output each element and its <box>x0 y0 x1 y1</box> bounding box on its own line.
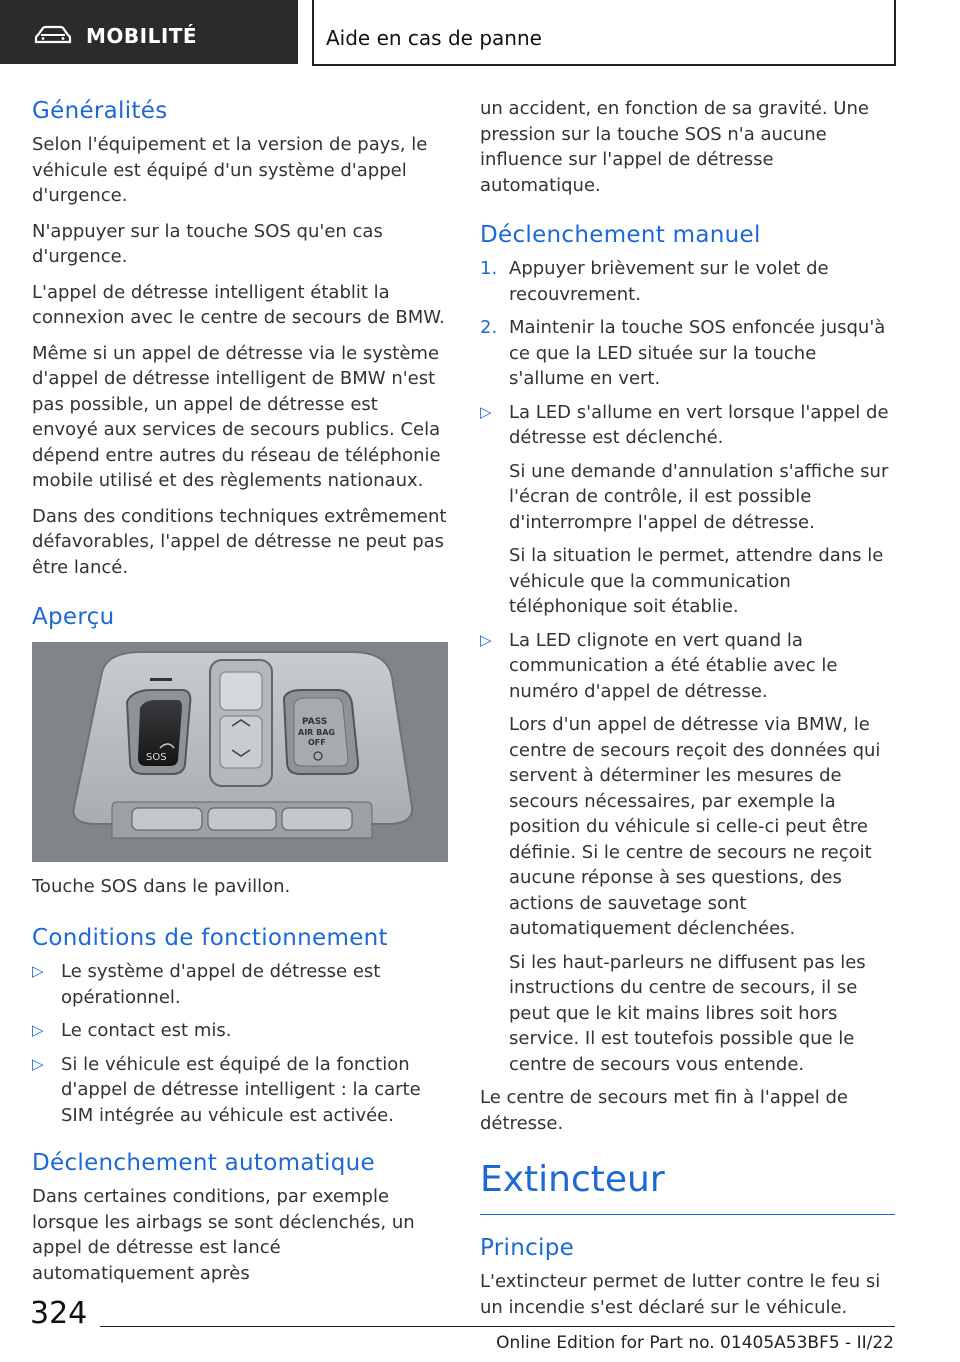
bullet-marker-icon: ▷ <box>32 962 44 980</box>
bullet-marker-icon: ▷ <box>32 1021 44 1039</box>
chapter-title: Aide en cas de panne <box>326 26 542 50</box>
heading-conditions: Conditions de fonctionnement <box>32 925 388 951</box>
paragraph: Selon l'équipement et la version de pays, le véhicule est équipé d'un système d'appel d'urgence. <box>32 134 428 206</box>
heading-generalites: Généralités <box>32 98 168 124</box>
paragraph: N'appuyer sur la touche SOS qu'en cas d'urgence. <box>32 220 383 267</box>
conditions-list <box>32 959 448 1128</box>
car-icon <box>34 25 72 45</box>
section-title-extincteur: Extincteur <box>480 1158 895 1215</box>
right-column <box>480 96 895 1330</box>
paragraph: Même si un appel de détresse via le système d'appel de détresse intelligent de BMW n'est pas possible, un appel de détresse est envoyé aux services de secours publics. Cela dépend entre autres du réseau de téléphonie mobile utilisé et des règlements nationaux. <box>32 342 441 491</box>
paragraph: Dans certaines conditions, par exemple lorsque les airbags se sont déclenchés, un appel de détresse est lancé automatiquement après <box>32 1186 415 1284</box>
list-item: ▷ Le contact est mis. <box>32 1018 448 1044</box>
list-item: ▷ La LED clignote en vert quand la communication a été établie avec le numéro d'appel de détresse. Lors d'un appel de détresse via BMW, le centre de secours reçoit des données qui servent à déterminer les mesures de secours nécessaires, par exemple la position du véhicule si celle-ci peut être définie. Si le centre de secours ne reçoit aucune réponse à ses questions, des actions de sauvetage sont automatiquement déclenchées. Si les haut-parleurs ne diffusent pas les instructions du centre de secours, il se peut que le kit mains libres soit hors service. Il est toutefois possible que le centre de secours vous entende. <box>480 629 881 1075</box>
chapter-box <box>312 0 896 66</box>
list-item: ▷ Le système d'appel de détresse est opérationnel. <box>32 961 381 1008</box>
sos-button-figure <box>32 642 448 862</box>
paragraph: Dans des conditions techniques extrêmement défavorables, l'appel de détresse ne peut pas être lancé. <box>32 505 447 578</box>
section-label: MOBILITÉ <box>86 24 198 48</box>
step-item: 2. Maintenir la touche SOS enfoncée jusqu'à ce que la LED située sur la touche s'allume en vert. <box>480 317 886 389</box>
airbag-label-line2: AIR BAG <box>298 728 335 737</box>
heading-principe: Principe <box>480 1235 575 1261</box>
heading-declenchement-auto: Déclenchement automatique <box>32 1150 375 1176</box>
section-tab <box>0 0 298 64</box>
heading-apercu: Aperçu <box>32 604 115 630</box>
bullet-marker-icon: ▷ <box>32 1054 44 1073</box>
list-item: ▷ Si le véhicule est équipé de la fonction d'appel de détresse intelligent : la carte SIM intégrée au véhicule est activée. <box>32 1053 421 1126</box>
paragraph: L'extincteur permet de lutter contre le feu si un incendie s'est déclaré sur le véhicule. <box>480 1271 881 1318</box>
footer-divider <box>100 1326 895 1327</box>
roof-console-illustration <box>32 642 448 862</box>
step-item: 1. Appuyer brièvement sur le volet de recouvrement. <box>480 258 829 305</box>
page-number: 324 <box>30 1296 88 1331</box>
airbag-label-line3: OFF <box>308 738 326 747</box>
paragraph: Le centre de secours met fin à l'appel de détresse. <box>480 1087 848 1134</box>
bullet-marker-icon: ▷ <box>480 402 492 421</box>
list-item: ▷ La LED s'allume en vert lorsque l'appel de détresse est déclenché. Si une demande d'annulation s'affiche sur l'écran de contrôle, il est possible d'interrompre l'appel de détresse. Si la situation le permet, attendre dans le véhicule que la communication téléphonique soit établie. <box>480 401 889 617</box>
page-header <box>0 0 960 70</box>
figure-caption: Touche SOS dans le pavillon. <box>32 876 291 897</box>
heading-declenchement-manuel: Déclenchement manuel <box>480 222 761 248</box>
steps-list <box>480 256 895 392</box>
paragraph: un accident, en fonction de sa gravité. Une pression sur la touche SOS n'a aucune influence sur l'appel de détresse automatique. <box>480 98 869 196</box>
left-column <box>32 96 448 1296</box>
airbag-label-line1: PASS <box>302 717 328 727</box>
footer-edition: Online Edition for Part no. 01405A53BF5 - II/22 <box>496 1333 894 1353</box>
paragraph: L'appel de détresse intelligent établit la connexion avec le centre de secours de BMW. <box>32 281 445 328</box>
bullet-marker-icon: ▷ <box>480 630 492 649</box>
manual-bullets <box>480 400 895 1078</box>
sos-label: SOS <box>146 752 167 763</box>
